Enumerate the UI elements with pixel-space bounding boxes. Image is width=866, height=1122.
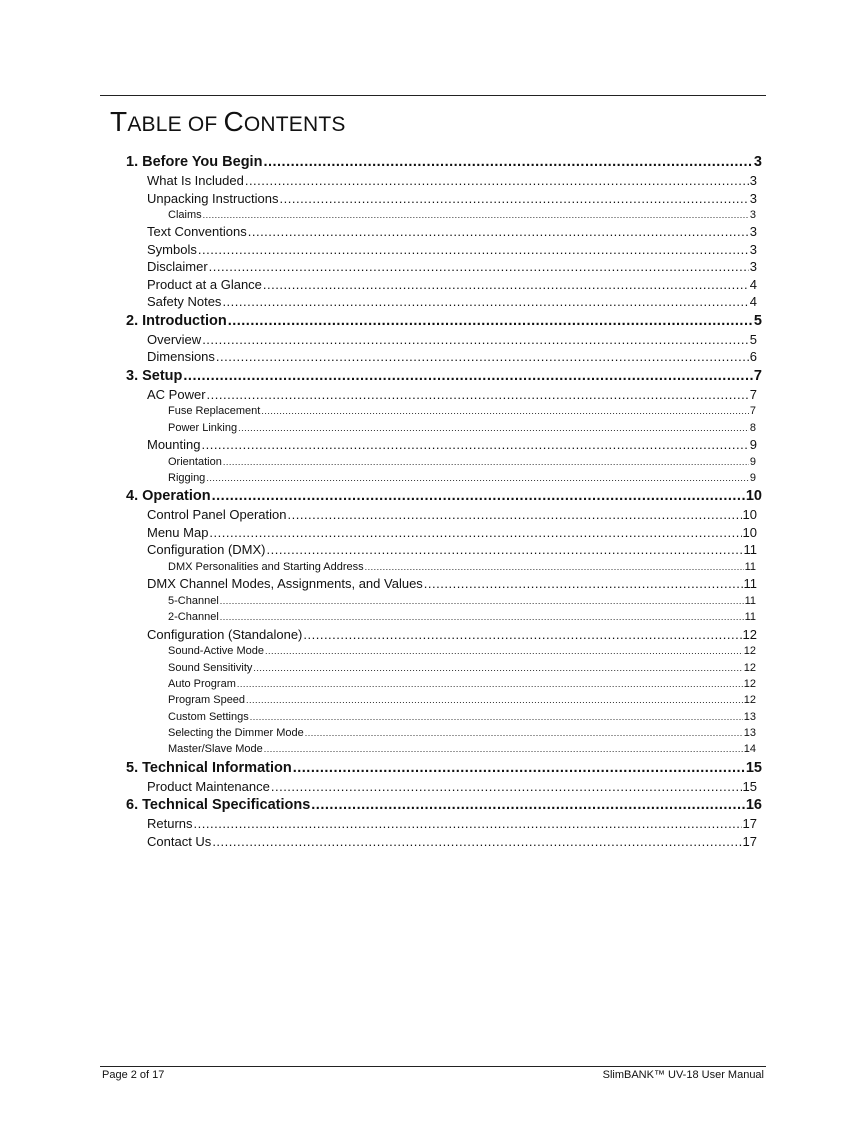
toc-subsubsection-entry[interactable] bbox=[126, 709, 762, 725]
toc-dot-leader bbox=[263, 152, 752, 172]
header-rule bbox=[100, 95, 766, 96]
footer-page-number: Page 2 of 17 bbox=[102, 1069, 165, 1081]
toc-subsection-entry[interactable] bbox=[126, 524, 762, 542]
toc-entry-title: DMX Channel Modes, Assignments, and Values bbox=[147, 576, 423, 592]
toc-page-number: 14 bbox=[743, 743, 756, 756]
toc-subsection-entry[interactable] bbox=[126, 815, 762, 833]
toc-page-number: 9 bbox=[749, 437, 757, 453]
toc-subsection-entry[interactable] bbox=[126, 276, 762, 294]
toc-page-number: 11 bbox=[743, 576, 757, 592]
toc-dot-leader bbox=[207, 386, 749, 404]
footer-rule bbox=[100, 1066, 766, 1067]
toc-entry-title: Control Panel Operation bbox=[147, 507, 287, 523]
toc-dot-leader bbox=[209, 524, 741, 542]
toc-page-number: 15 bbox=[745, 759, 762, 776]
toc-subsubsection-entry[interactable] bbox=[126, 741, 762, 757]
toc-entry-title: Configuration (Standalone) bbox=[147, 626, 303, 642]
toc-page-number: 13 bbox=[743, 727, 756, 740]
toc-page-number: 17 bbox=[742, 816, 757, 832]
toc-section-entry[interactable] bbox=[126, 486, 762, 506]
toc-page-number: 11 bbox=[744, 611, 756, 624]
toc-dot-leader bbox=[280, 190, 749, 208]
toc-dot-leader bbox=[267, 541, 743, 559]
toc-page-number: 16 bbox=[745, 797, 762, 814]
toc-section-entry[interactable] bbox=[126, 758, 762, 778]
toc-entry-title: 4. Operation bbox=[126, 488, 211, 505]
toc-entry-title: Rigging bbox=[168, 472, 206, 485]
toc-dot-leader bbox=[265, 643, 743, 659]
toc-page-number: 4 bbox=[749, 276, 757, 292]
toc-dot-leader bbox=[220, 609, 744, 625]
toc-entry-title: Orientation bbox=[168, 455, 222, 468]
toc-page-number: 3 bbox=[753, 154, 762, 170]
toc-entry-title: Power Linking bbox=[168, 421, 238, 434]
toc-entry-title: Mounting bbox=[147, 437, 201, 453]
toc-entry-title: Sound Sensitivity bbox=[168, 661, 253, 674]
toc-dot-leader bbox=[424, 575, 743, 593]
toc-subsubsection-entry[interactable] bbox=[126, 692, 762, 708]
toc-entry-title: 5. Technical Information bbox=[126, 759, 292, 776]
toc-section-entry[interactable] bbox=[126, 366, 762, 386]
page-title: TABLE OF CONTENTS bbox=[110, 106, 346, 137]
toc-subsection-entry[interactable] bbox=[126, 575, 762, 593]
toc-entry-title: Product Maintenance bbox=[147, 778, 270, 794]
toc-dot-leader bbox=[212, 833, 741, 851]
toc-entry-title: 1. Before You Begin bbox=[126, 154, 263, 170]
toc-dot-leader bbox=[271, 778, 742, 796]
toc-subsection-entry[interactable] bbox=[126, 190, 762, 208]
toc-subsubsection-entry[interactable] bbox=[126, 403, 762, 419]
toc-subsection-entry[interactable] bbox=[126, 172, 762, 190]
toc-entry-title: Fuse Replacement bbox=[168, 405, 261, 418]
toc-page-number: 6 bbox=[749, 349, 757, 365]
toc-page-number: 3 bbox=[749, 190, 757, 206]
toc-page-number: 3 bbox=[749, 208, 756, 221]
toc-dot-leader bbox=[261, 403, 749, 419]
toc-entry-title: What Is Included bbox=[147, 173, 244, 188]
toc-subsection-entry[interactable] bbox=[126, 258, 762, 276]
toc-page-number: 10 bbox=[742, 507, 757, 523]
toc-subsubsection-entry[interactable] bbox=[126, 609, 762, 625]
toc-page-number: 11 bbox=[744, 594, 756, 607]
toc-subsection-entry[interactable] bbox=[126, 331, 762, 349]
toc-page-number: 3 bbox=[749, 224, 757, 240]
toc-subsection-entry[interactable] bbox=[126, 506, 762, 524]
toc-entry-title: Auto Program bbox=[168, 677, 236, 690]
toc-subsubsection-entry[interactable] bbox=[126, 559, 762, 575]
toc-section-entry[interactable] bbox=[126, 152, 762, 172]
toc-dot-leader bbox=[237, 676, 743, 692]
toc-entry-title: Custom Settings bbox=[168, 710, 249, 723]
toc-dot-leader bbox=[250, 709, 743, 725]
toc-entry-title: Overview bbox=[147, 331, 202, 347]
toc-dot-leader bbox=[202, 331, 749, 349]
toc-page-number: 12 bbox=[743, 661, 756, 674]
toc-dot-leader bbox=[212, 486, 745, 506]
toc-dot-leader bbox=[264, 741, 743, 757]
toc-subsubsection-entry[interactable] bbox=[126, 593, 762, 609]
toc-subsubsection-entry[interactable] bbox=[126, 470, 762, 486]
toc-subsection-entry[interactable] bbox=[126, 293, 762, 311]
toc-entry-title: 5-Channel bbox=[168, 594, 219, 607]
toc-page-number: 7 bbox=[749, 386, 757, 402]
toc-entry-title: Menu Map bbox=[147, 524, 209, 540]
toc-entry-title: Configuration (DMX) bbox=[147, 542, 266, 558]
toc-entry-title: Master/Slave Mode bbox=[168, 743, 263, 756]
toc-page-number: 3 bbox=[749, 241, 757, 257]
toc-entry-title: Dimensions bbox=[147, 349, 215, 365]
toc-subsubsection-entry[interactable] bbox=[126, 660, 762, 676]
toc-page-number: 15 bbox=[742, 778, 757, 794]
toc-entry-title: Text Conventions bbox=[147, 224, 247, 240]
toc-subsection-entry[interactable] bbox=[126, 833, 762, 851]
toc-page-number: 3 bbox=[749, 259, 757, 275]
toc-page-number: 8 bbox=[749, 421, 756, 434]
toc-dot-leader bbox=[303, 626, 741, 644]
toc-subsection-entry[interactable] bbox=[126, 348, 762, 366]
toc-page-number: 5 bbox=[749, 331, 757, 347]
toc-entry-title: 2-Channel bbox=[168, 611, 219, 624]
toc-subsubsection-entry[interactable] bbox=[126, 725, 762, 741]
toc-page-number: 17 bbox=[742, 833, 757, 849]
toc-dot-leader bbox=[194, 815, 742, 833]
toc-page-number: 7 bbox=[753, 367, 762, 384]
toc-dot-leader bbox=[311, 795, 745, 815]
toc-page-number: 12 bbox=[742, 626, 757, 642]
toc-dot-leader bbox=[203, 207, 749, 223]
toc-page-number: 3 bbox=[749, 173, 757, 188]
footer-manual-name: SlimBANK™ UV-18 User Manual bbox=[602, 1069, 764, 1081]
toc-subsection-entry[interactable] bbox=[126, 778, 762, 796]
toc-entry-title: Sound-Active Mode bbox=[168, 645, 264, 658]
toc-dot-leader bbox=[201, 436, 748, 454]
toc-entry-title: Claims bbox=[168, 208, 202, 221]
toc-subsubsection-entry[interactable] bbox=[126, 420, 762, 436]
toc-subsection-entry[interactable] bbox=[126, 223, 762, 241]
toc-dot-leader bbox=[238, 420, 749, 436]
toc-entry-title: 2. Introduction bbox=[126, 312, 227, 329]
toc-subsubsection-entry[interactable] bbox=[126, 676, 762, 692]
toc-dot-leader bbox=[223, 454, 749, 470]
toc-entry-title: Symbols bbox=[147, 241, 197, 257]
toc-subsection-entry[interactable] bbox=[126, 386, 762, 404]
toc-page-number: 12 bbox=[743, 694, 756, 707]
toc-section-entry[interactable] bbox=[126, 795, 762, 815]
toc-entry-title: DMX Personalities and Starting Address bbox=[168, 560, 364, 573]
toc-page-number: 13 bbox=[743, 710, 756, 723]
toc-dot-leader bbox=[222, 293, 748, 311]
toc-page-number: 9 bbox=[749, 472, 756, 485]
toc-subsection-entry[interactable] bbox=[126, 541, 762, 559]
toc-page-number: 5 bbox=[753, 312, 762, 329]
toc-dot-leader bbox=[198, 241, 749, 259]
toc-page-number: 11 bbox=[743, 542, 757, 558]
toc-entry-title: Returns bbox=[147, 816, 193, 832]
toc-page-number: 11 bbox=[744, 560, 756, 573]
toc-subsection-entry[interactable] bbox=[126, 436, 762, 454]
toc-page-number: 9 bbox=[749, 455, 756, 468]
toc-page-number: 4 bbox=[749, 294, 757, 310]
table-of-contents bbox=[126, 152, 762, 850]
toc-entry-title: Unpacking Instructions bbox=[147, 190, 279, 206]
toc-page-number: 10 bbox=[745, 488, 762, 505]
toc-entry-title: Disclaimer bbox=[147, 259, 208, 275]
toc-entry-title: AC Power bbox=[147, 386, 206, 402]
toc-entry-title: Safety Notes bbox=[147, 294, 222, 310]
toc-subsubsection-entry[interactable] bbox=[126, 643, 762, 659]
toc-section-entry[interactable] bbox=[126, 311, 762, 331]
toc-dot-leader bbox=[287, 506, 741, 524]
toc-dot-leader bbox=[305, 725, 743, 741]
toc-subsection-entry[interactable] bbox=[126, 626, 762, 644]
toc-dot-leader bbox=[228, 311, 753, 331]
toc-dot-leader bbox=[246, 692, 743, 708]
toc-entry-title: Selecting the Dimmer Mode bbox=[168, 727, 304, 740]
toc-dot-leader bbox=[365, 559, 744, 575]
toc-dot-leader bbox=[248, 223, 749, 241]
toc-page-number: 12 bbox=[743, 677, 756, 690]
toc-page-number: 12 bbox=[743, 645, 756, 658]
toc-dot-leader bbox=[293, 758, 745, 778]
toc-dot-leader bbox=[183, 366, 753, 386]
toc-dot-leader bbox=[253, 660, 742, 676]
toc-subsection-entry[interactable] bbox=[126, 241, 762, 259]
toc-entry-title: Program Speed bbox=[168, 694, 246, 707]
toc-entry-title: 6. Technical Specifications bbox=[126, 797, 311, 814]
toc-entry-title: 3. Setup bbox=[126, 367, 183, 384]
toc-dot-leader bbox=[245, 172, 749, 190]
toc-subsubsection-entry[interactable] bbox=[126, 207, 762, 223]
toc-entry-title: Product at a Glance bbox=[147, 276, 262, 292]
toc-dot-leader bbox=[209, 258, 749, 276]
toc-dot-leader bbox=[206, 470, 749, 486]
toc-page-number: 10 bbox=[742, 524, 757, 540]
toc-subsubsection-entry[interactable] bbox=[126, 454, 762, 470]
toc-dot-leader bbox=[263, 276, 749, 294]
toc-dot-leader bbox=[216, 348, 749, 366]
toc-page-number: 7 bbox=[749, 405, 756, 418]
toc-entry-title: Contact Us bbox=[147, 833, 212, 849]
toc-dot-leader bbox=[220, 593, 744, 609]
